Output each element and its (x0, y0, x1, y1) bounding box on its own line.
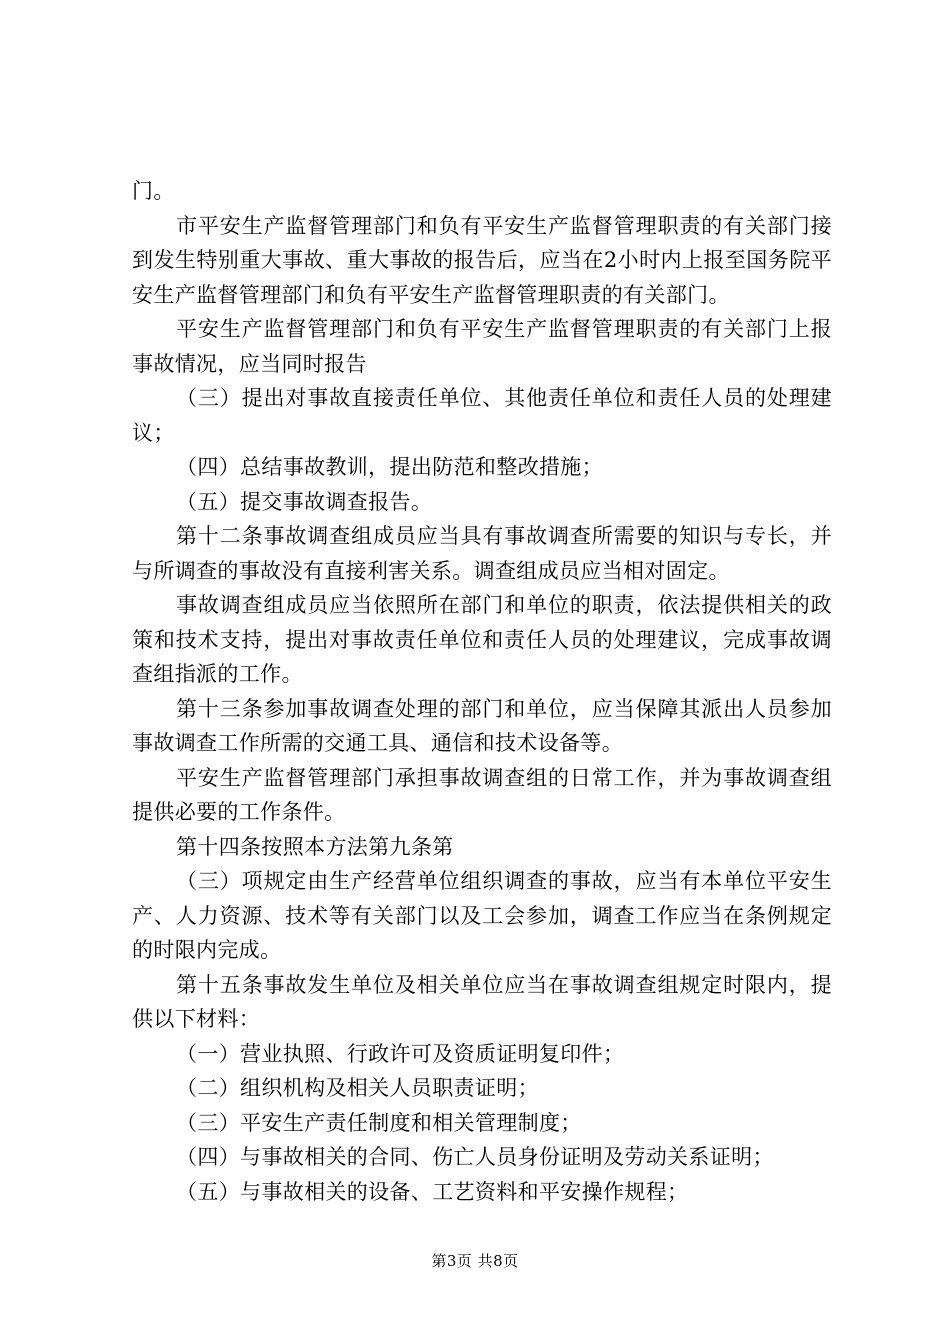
paragraph: 事故调查组成员应当依照所在部门和单位的职责，依法提供相关的政策和技术支持，提出对事故责任单位和责任人员的处理建议，完成事故调查组指派的工作。 (132, 593, 832, 686)
paragraph: （四）与事故相关的合同、伤亡人员身份证明及劳动关系证明； (176, 1145, 774, 1169)
document-body (132, 174, 832, 1209)
paragraph: 第十三条参加事故调查处理的部门和单位，应当保障其派出人员参加事故调查工作所需的交通工具、通信和技术设备等。 (132, 696, 832, 755)
page-footer (0, 1250, 950, 1271)
paragraph: （一）营业执照、行政许可及资质证明复印件； (176, 1041, 625, 1066)
paragraph: 第十二条事故调查组成员应当具有事故调查所需要的知识与专长，并与所调查的事故没有直接利害关系。调查组成员应当相对固定。 (132, 524, 832, 583)
paragraph: （二）组织机构及相关人员职责证明； (176, 1076, 539, 1100)
paragraph: 平安生产监督管理部门和负有平安生产监督管理职责的有关部门上报事故情况，应当同时报告 (132, 317, 832, 376)
paragraph: （四）总结事故教训，提出防范和整改措施； (176, 455, 603, 479)
paragraph: （三）提出对事故直接责任单位、其他责任单位和责任人员的处理建议； (132, 386, 832, 445)
paragraph: 第十四条按照本方法第九条第 (176, 834, 454, 859)
paragraph: 门。 (132, 179, 175, 203)
paragraph: 第十五条事故发生单位及相关单位应当在事故调查组规定时限内，提供以下材料： (132, 972, 832, 1031)
page-number: 第3页 共8页 (431, 1252, 519, 1270)
paragraph: 平安生产监督管理部门承担事故调查组的日常工作，并为事故调查组提供必要的工作条件。 (132, 765, 832, 824)
paragraph: （三）平安生产责任制度和相关管理制度； (176, 1110, 582, 1135)
paragraph: （五）与事故相关的设备、工艺资料和平安操作规程； (176, 1179, 689, 1204)
paragraph: （五）提交事故调查报告。 (176, 489, 433, 514)
paragraph: 市平安生产监督管理部门和负有平安生产监督管理职责的有关部门接到发生特别重大事故、重大事故的报告后，应当在2小时内上报至国务院平安生产监督管理部门和负有平安生产监督管理职责的有关部门。 (132, 213, 832, 307)
paragraph: （三）项规定由生产经营单位组织调查的事故，应当有本单位平安生产、人力资源、技术等有关部门以及工会参加，调查工作应当在条例规定的时限内完成。 (132, 869, 832, 962)
